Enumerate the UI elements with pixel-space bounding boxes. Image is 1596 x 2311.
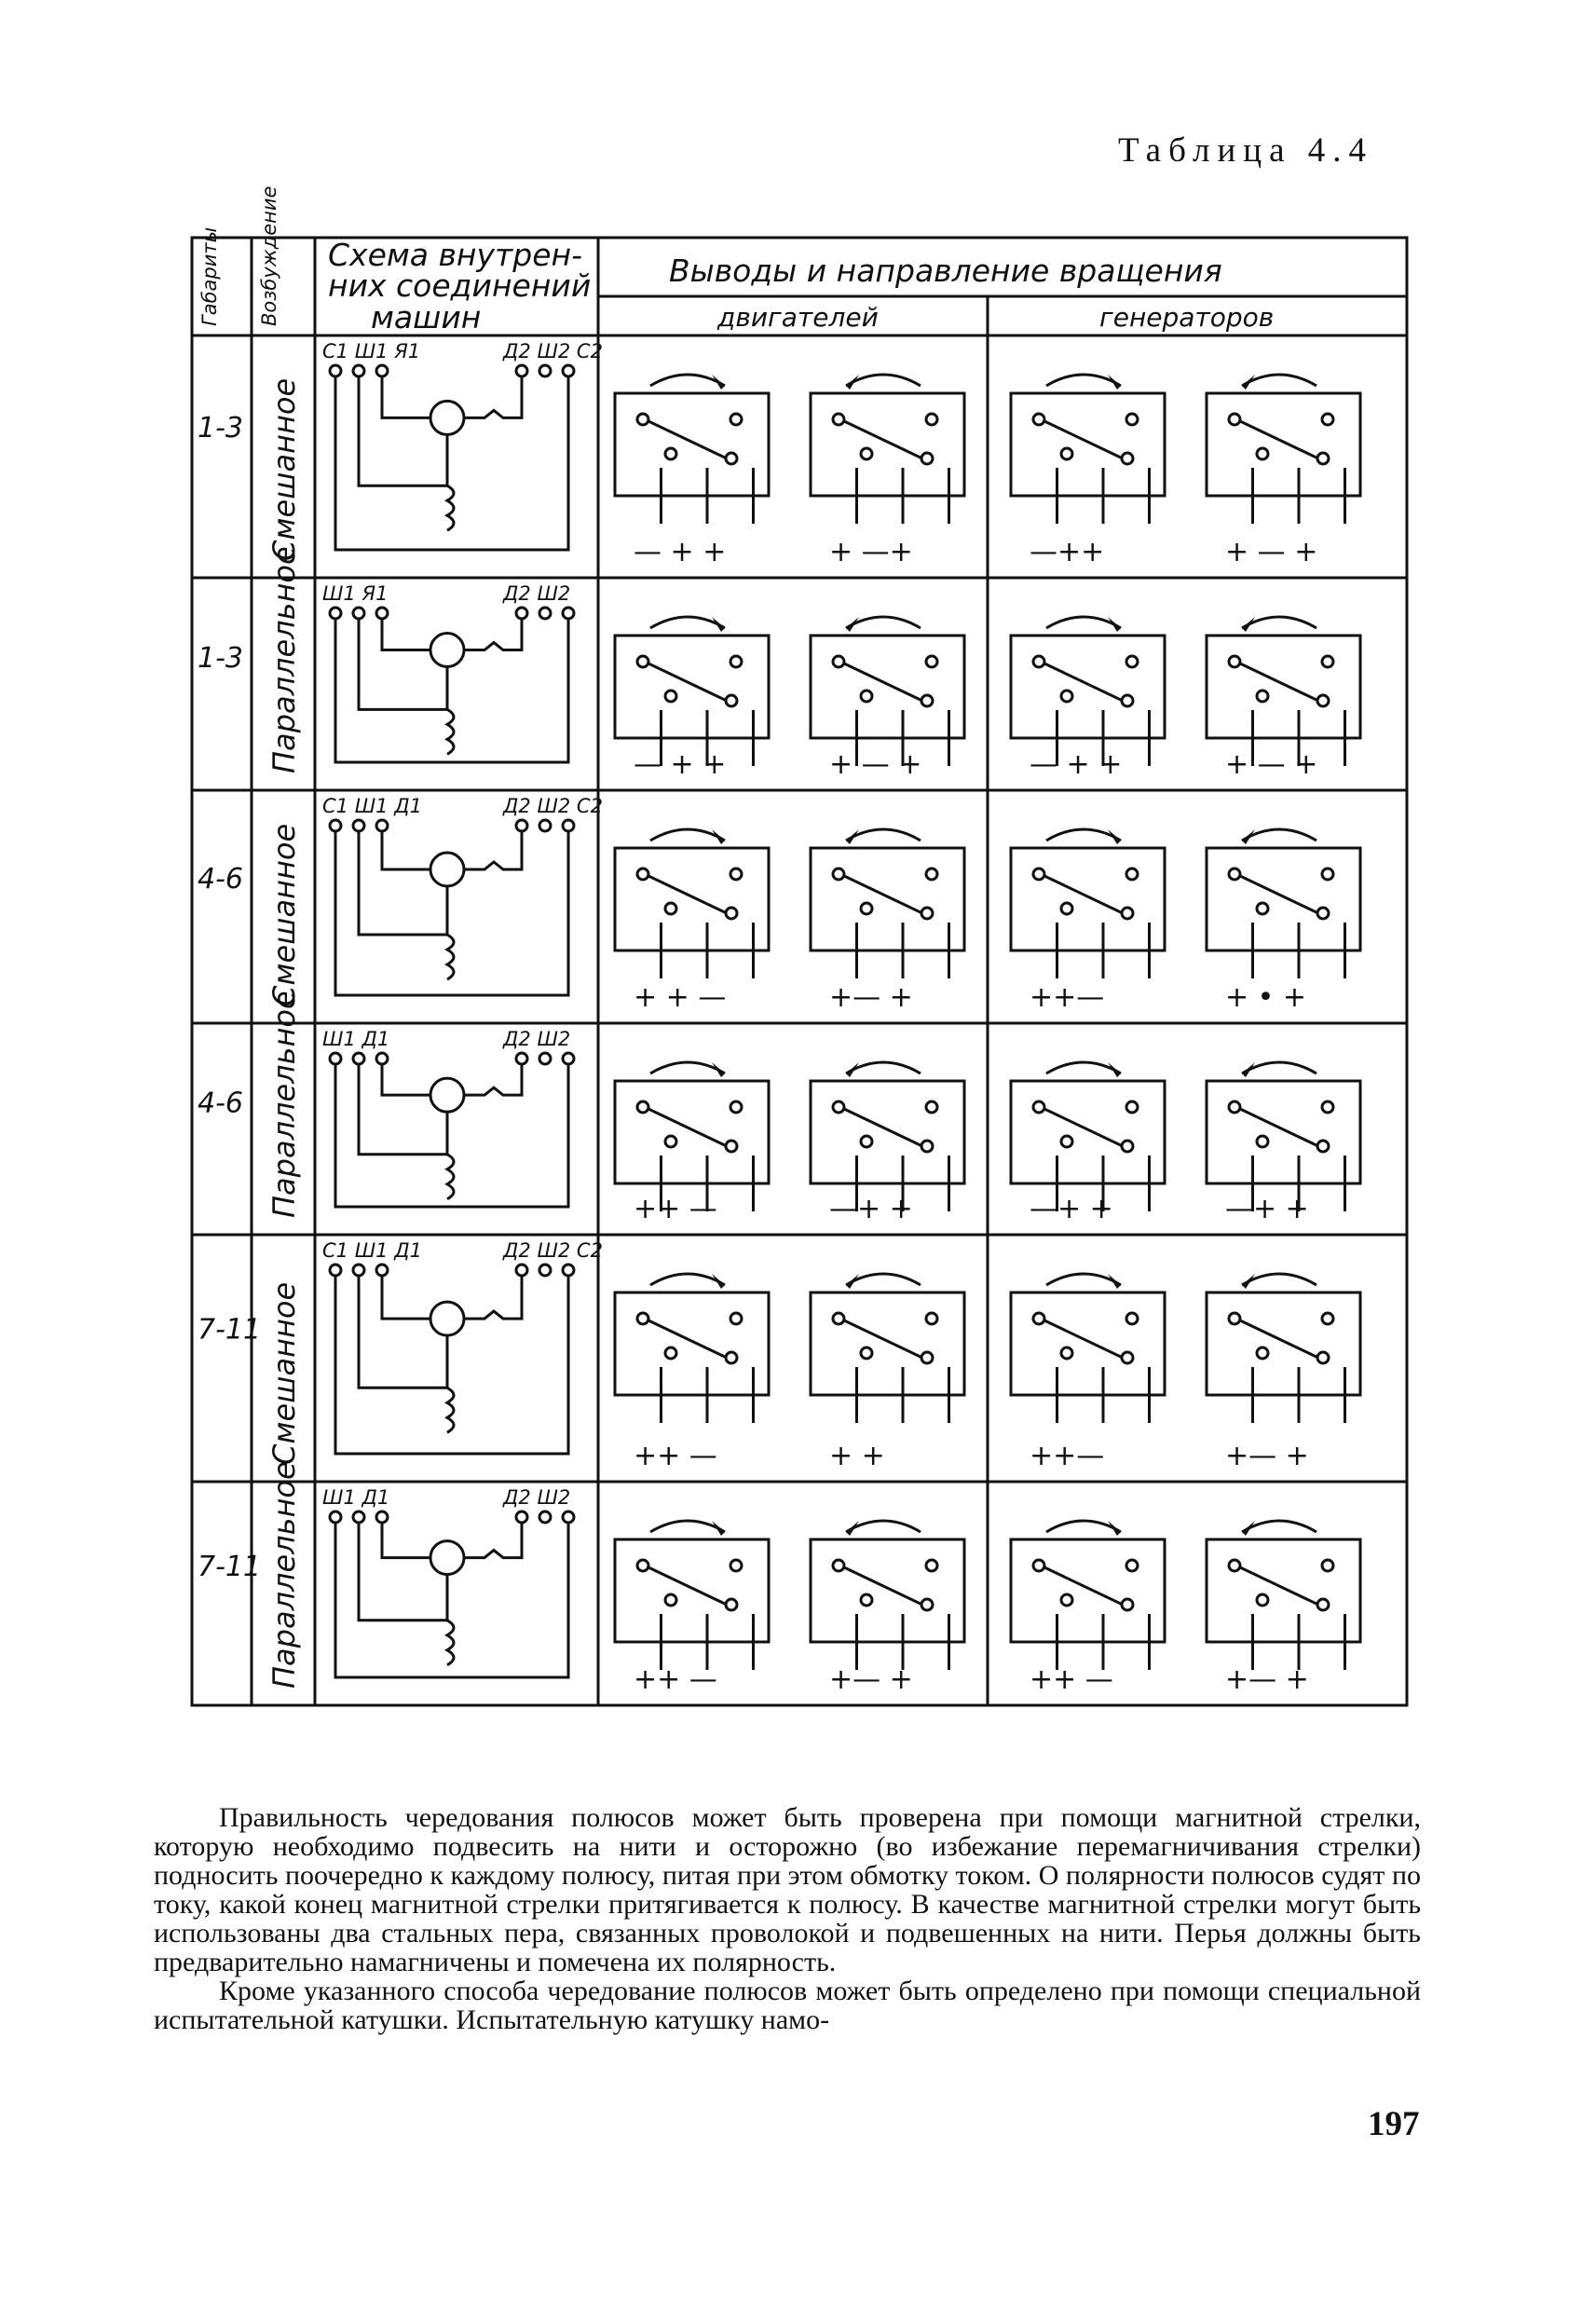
- polarity-signs: + + —: [634, 981, 727, 1014]
- arrow-head: [1108, 1521, 1121, 1536]
- polarity-signs: +— +: [829, 981, 913, 1014]
- arrow-head: [846, 1274, 859, 1289]
- arrow-head: [1242, 1274, 1255, 1289]
- arrow-head: [1108, 375, 1121, 390]
- terminal-board: [1011, 393, 1165, 496]
- arrow-head: [712, 1274, 725, 1289]
- table-title: Таблица 4.4: [1118, 131, 1373, 170]
- table-row: [198, 795, 1360, 1014]
- terminal-box: [1207, 1062, 1360, 1225]
- terminal-box: [615, 1062, 769, 1225]
- scheme-label-right: Д2 Ш2: [503, 582, 571, 605]
- table-row: [198, 991, 1360, 1225]
- terminal-box: [811, 1274, 964, 1472]
- scheme-label-right: Д2 Ш2 С2: [503, 1239, 603, 1262]
- row-size: 1-3: [198, 641, 243, 675]
- page-number: 197: [1368, 2105, 1420, 2143]
- header-generators: генераторов: [1099, 302, 1275, 333]
- scheme-label-right: Д2 Ш2: [503, 1028, 571, 1050]
- table-row: [198, 546, 1360, 781]
- terminal-box: [615, 1274, 769, 1472]
- scheme-diagram: [330, 1053, 574, 1207]
- row-excitation: Смешанное: [266, 1281, 302, 1465]
- arrow-head: [1242, 375, 1255, 390]
- row-excitation: Параллельное: [266, 546, 302, 773]
- polarity-signs: ++ —: [634, 1193, 717, 1225]
- header-scheme-2: них соединений: [328, 267, 592, 304]
- polarity-signs: +— +: [1225, 1440, 1309, 1472]
- polarity-signs: — + +: [634, 748, 727, 781]
- terminal-board: [615, 393, 769, 496]
- row-excitation: Параллельное: [266, 1461, 302, 1689]
- arrow-head: [846, 1062, 859, 1077]
- header-motors: двигателей: [717, 302, 879, 333]
- terminal-board: [615, 636, 769, 738]
- terminal-box: [811, 1521, 964, 1696]
- polarity-signs: + — +: [1225, 748, 1318, 781]
- table-row: [198, 1461, 1360, 1696]
- scheme-label-left: Ш1 Д1: [322, 1028, 390, 1050]
- terminal-board: [811, 636, 964, 738]
- arrow-head: [1242, 617, 1255, 632]
- terminal-box: [1011, 617, 1165, 781]
- arrow-head: [846, 617, 859, 632]
- polarity-signs: — + +: [1030, 748, 1123, 781]
- polarity-signs: —+ +: [1030, 1193, 1113, 1225]
- terminal-board: [1011, 1081, 1165, 1183]
- table-row: [198, 1239, 1360, 1472]
- terminal-box: [811, 829, 964, 1014]
- terminal-box: [1011, 829, 1165, 1014]
- scheme-label-left: С1 Ш1 Д1: [322, 1239, 422, 1262]
- polarity-signs: ++ —: [1030, 1663, 1113, 1696]
- header-scheme-1: Схема внутрен-: [328, 237, 582, 273]
- polarity-signs: + —+: [829, 536, 913, 568]
- scheme-label-left: Ш1 Д1: [322, 1486, 390, 1509]
- row-excitation: Параллельное: [266, 991, 302, 1218]
- table-row: [198, 340, 1360, 568]
- terminal-board: [1207, 1292, 1360, 1395]
- terminal-board: [811, 1292, 964, 1395]
- scheme-label-right: Д2 Ш2 С2: [503, 795, 603, 817]
- terminal-box: [811, 1062, 964, 1225]
- terminal-box: [1207, 1274, 1360, 1472]
- terminal-box: [615, 617, 769, 781]
- polarity-signs: + • +: [1225, 981, 1307, 1014]
- terminal-board: [1207, 636, 1360, 738]
- scheme-label-right: Д2 Ш2 С2: [503, 340, 603, 362]
- terminal-board: [615, 1292, 769, 1395]
- header-sizes: Габариты: [198, 226, 221, 326]
- terminal-board: [1011, 1292, 1165, 1395]
- scheme-label-left: Ш1 Я1: [322, 582, 389, 605]
- row-size: 7-11: [198, 1313, 262, 1347]
- terminal-board: [615, 1539, 769, 1642]
- row-size: 4-6: [198, 1087, 243, 1120]
- polarity-signs: +— +: [1225, 1663, 1309, 1696]
- terminal-box: [1011, 1521, 1165, 1696]
- terminal-box: [1011, 375, 1165, 568]
- terminal-board: [1011, 636, 1165, 738]
- row-excitation: Смешанное: [266, 377, 302, 561]
- row-size: 7-11: [198, 1550, 262, 1583]
- arrow-head: [846, 375, 859, 390]
- terminal-board: [615, 848, 769, 950]
- arrow-head: [1108, 1274, 1121, 1289]
- terminal-box: [615, 1521, 769, 1696]
- body-text: [154, 1803, 1421, 2034]
- row-size: 1-3: [198, 412, 243, 445]
- polarity-signs: —++: [1030, 536, 1105, 568]
- header-terminals: Выводы и направление вращения: [669, 253, 1222, 289]
- scheme-label-right: Д2 Ш2: [503, 1486, 571, 1509]
- row-excitation: Смешанное: [266, 823, 302, 1006]
- arrow-head: [712, 617, 725, 632]
- scheme-diagram: [330, 365, 574, 550]
- polarity-signs: +— +: [829, 1663, 913, 1696]
- terminal-board: [811, 1539, 964, 1642]
- terminal-board: [1011, 848, 1165, 950]
- table-grid: [192, 238, 1407, 1705]
- terminal-board: [1207, 393, 1360, 496]
- polarity-signs: ++ —: [634, 1440, 717, 1472]
- terminal-board: [1207, 1539, 1360, 1642]
- arrow-head: [1108, 617, 1121, 632]
- terminal-box: [1207, 1521, 1360, 1696]
- scheme-diagram: [330, 820, 574, 995]
- terminal-box: [615, 375, 769, 568]
- scheme-label-left: С1 Ш1 Я1: [322, 340, 421, 362]
- arrow-head: [712, 1521, 725, 1536]
- polarity-signs: + +: [829, 1440, 885, 1472]
- header-excitation: Возбуждение: [258, 185, 280, 326]
- arrow-head: [1242, 1521, 1255, 1536]
- scheme-diagram: [330, 1511, 574, 1677]
- terminal-board: [1011, 1539, 1165, 1642]
- terminal-box: [1207, 829, 1360, 1014]
- paragraph-1: Правильность чередования полюсов может быть проверена при помощи магнитной стрелки, которую необходимо подвесить на нити и осторожно (во избежание перемагничивания стрелки) подносить поочередно к каждому полюсу, питая при этом обмотку током. О полярности полюсов судят по току, какой конец магнитной стрелки притягивается к полюсу. В качестве магнитной стрелки могут быть использованы два стальных пера, связанных проволокой и подвешенных на нити. Перья должны быть предварительно намагничены и помечена их полярность.: [154, 1802, 1421, 1977]
- header-scheme-3: машин: [371, 299, 482, 335]
- scheme-diagram: [330, 1265, 574, 1454]
- polarity-signs: —+ +: [1225, 1193, 1309, 1225]
- terminal-board: [1207, 848, 1360, 950]
- paragraph-2: Кроме указанного способа чередование полюсов может быть определено при помощи специальной испытательной катушки. Испытательную катушку намо-: [154, 1976, 1421, 2035]
- polarity-signs: + — +: [829, 748, 922, 781]
- arrow-head: [846, 1521, 859, 1536]
- arrow-head: [1108, 1062, 1121, 1077]
- polarity-signs: ++—: [1030, 981, 1105, 1014]
- polarity-signs: ++ —: [634, 1663, 717, 1696]
- row-size: 4-6: [198, 863, 243, 896]
- arrow-head: [1242, 1062, 1255, 1077]
- terminal-box: [1207, 375, 1360, 568]
- terminal-board: [811, 393, 964, 496]
- arrow-head: [846, 829, 859, 844]
- polarity-signs: ++—: [1030, 1440, 1105, 1472]
- terminal-box: [1207, 617, 1360, 781]
- scheme-label-left: С1 Ш1 Д1: [322, 795, 422, 817]
- arrow-head: [1242, 829, 1255, 844]
- arrow-head: [712, 829, 725, 844]
- polarity-signs: —+ +: [829, 1193, 913, 1225]
- arrow-head: [712, 1062, 725, 1077]
- terminal-box: [811, 375, 964, 568]
- terminal-box: [1011, 1274, 1165, 1472]
- arrow-head: [712, 375, 725, 390]
- terminal-board: [811, 1081, 964, 1183]
- terminal-board: [811, 848, 964, 950]
- scheme-diagram: [330, 608, 574, 762]
- terminal-box: [811, 617, 964, 781]
- terminal-board: [615, 1081, 769, 1183]
- terminal-box: [615, 829, 769, 1014]
- terminal-board: [1207, 1081, 1360, 1183]
- arrow-head: [1108, 829, 1121, 844]
- polarity-signs: + — +: [1225, 536, 1318, 568]
- polarity-signs: — + +: [634, 536, 727, 568]
- terminal-box: [1011, 1062, 1165, 1225]
- table-rows: [198, 340, 1360, 1696]
